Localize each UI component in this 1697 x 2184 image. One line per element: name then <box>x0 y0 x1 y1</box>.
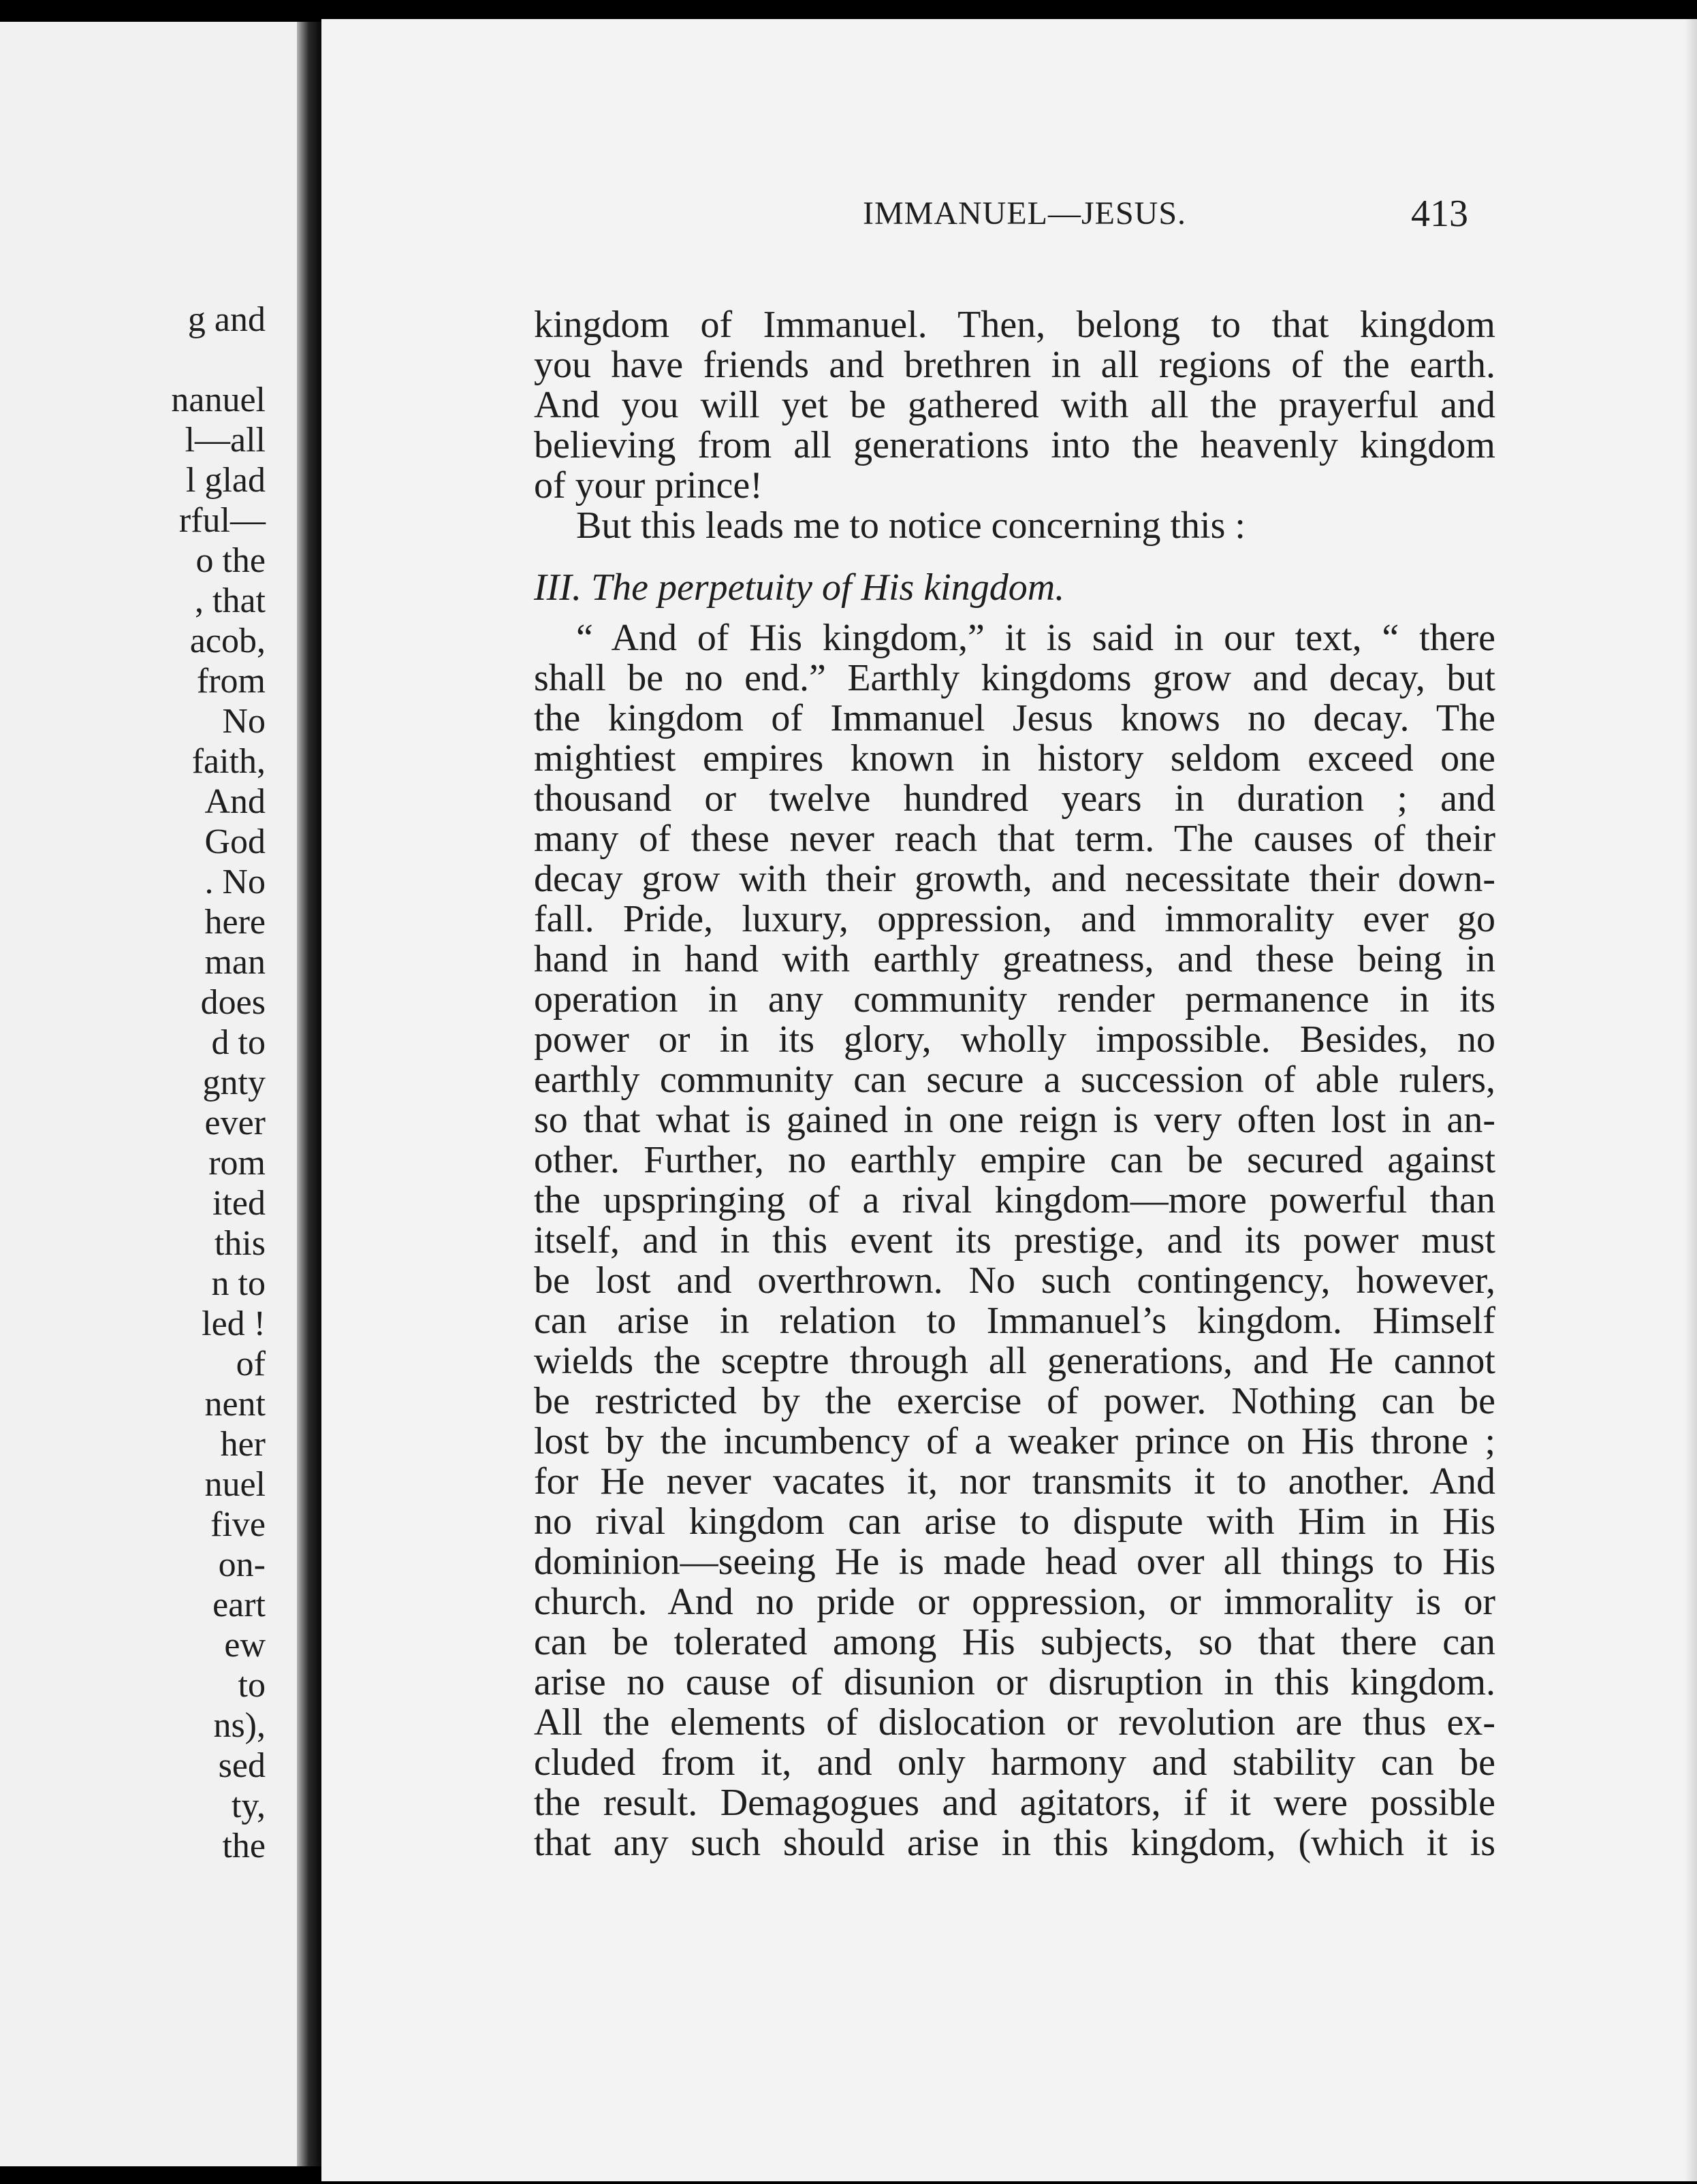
left-text-line: gnty <box>202 1063 266 1102</box>
left-text-line: to <box>238 1666 266 1705</box>
text-line: hand in hand with earthly greatness, and these being in <box>534 938 1495 980</box>
left-text-line: man <box>204 943 266 982</box>
text-line: dominion—seeing He is made head over all things to His <box>534 1541 1495 1583</box>
text-line: earthly community can secure a succession of able rulers, <box>534 1059 1495 1101</box>
left-text-line: the <box>222 1827 266 1865</box>
text-line: “ And of His kingdom,” it is said in our text, “ there <box>576 617 1495 659</box>
page-edge-shadow <box>1685 19 1697 2181</box>
left-text-line: ever <box>204 1104 266 1142</box>
left-text-line: sed <box>218 1746 266 1785</box>
text-line: power or in its glory, wholly impossible. Besides, no <box>534 1018 1495 1061</box>
left-text-line: , that <box>195 581 266 620</box>
left-text-line: nanuel <box>171 381 266 419</box>
left-text-line: of <box>236 1345 266 1383</box>
text-line: other. Further, no earthly empire can be secured against <box>534 1139 1495 1181</box>
left-text-line: ew <box>224 1626 266 1665</box>
text-line: lost by the incumbency of a weaker prince on His throne ; <box>534 1420 1495 1462</box>
text-line: for He never vacates it, nor transmits it to another. And <box>534 1460 1495 1503</box>
text-line: of your prince! <box>534 464 763 507</box>
left-text-line: g and <box>187 300 266 339</box>
text-line: no rival kingdom can arise to dispute with Him in His <box>534 1500 1495 1543</box>
left-text-line: God <box>204 822 266 861</box>
left-text-line: ited <box>212 1184 266 1223</box>
left-page <box>0 22 297 2166</box>
text-line: church. And no pride or oppression, or immorality is or <box>534 1581 1495 1623</box>
text-line: decay grow with their growth, and necessitate their down- <box>534 858 1495 900</box>
text-line: kingdom of Immanuel. Then, belong to that kingdom <box>534 304 1495 346</box>
left-text-line: acob, <box>189 622 266 660</box>
text-line: shall be no end.” Earthly kingdoms grow and decay, but <box>534 657 1495 699</box>
text-line: can arise in relation to Immanuel’s kingdom. Himself <box>534 1300 1495 1342</box>
text-line: All the elements of dislocation or revolution are thus ex- <box>534 1701 1495 1744</box>
left-text-line: No <box>222 702 266 741</box>
left-text-line: . No <box>204 863 266 901</box>
left-text-line: five <box>210 1505 266 1544</box>
left-text-line: ty, <box>231 1786 266 1825</box>
left-text-line: And <box>204 782 266 821</box>
left-text-line: her <box>220 1425 266 1464</box>
text-line: the kingdom of Immanuel Jesus knows no decay. The <box>534 697 1495 739</box>
right-page <box>321 19 1697 2181</box>
text-line: can be tolerated among His subjects, so that there can <box>534 1621 1495 1663</box>
text-line: wields the sceptre through all generations, and He cannot <box>534 1340 1495 1382</box>
text-line: be lost and overthrown. No such contingency, however, <box>534 1259 1495 1302</box>
left-text-line: from <box>196 662 266 701</box>
text-line: be restricted by the exercise of power. Nothing can be <box>534 1380 1495 1422</box>
left-text-line: on- <box>218 1545 266 1584</box>
text-line: the upspringing of a rival kingdom—more powerful than <box>534 1179 1495 1221</box>
text-line: itself, and in this event its prestige, and its power must <box>534 1219 1495 1262</box>
text-line: cluded from it, and only harmony and stability can be <box>534 1741 1495 1784</box>
text-line: many of these never reach that term. The causes of their <box>534 818 1495 860</box>
left-text-line: eart <box>212 1586 266 1624</box>
text-line: fall. Pride, luxury, oppression, and immorality ever go <box>534 898 1495 940</box>
left-text-line: ns), <box>213 1706 266 1745</box>
text-line: you have friends and brethren in all regions of the earth. <box>534 344 1495 386</box>
text-line: And you will yet be gathered with all the prayerful and <box>534 384 1495 426</box>
section-heading: III. The perpetuity of His kingdom. <box>534 566 1065 609</box>
left-text-line: o the <box>195 541 266 580</box>
left-text-line: rful— <box>178 501 266 540</box>
left-text-line: l—all <box>185 421 266 460</box>
left-text-line: nent <box>204 1385 266 1424</box>
left-text-line: does <box>200 983 266 1022</box>
text-line: that any such should arise in this kingdom, (which it is <box>534 1822 1495 1864</box>
text-line: operation in any community render permanence in its <box>534 978 1495 1021</box>
text-line: arise no cause of disunion or disruption in this kingdom. <box>534 1661 1495 1703</box>
paragraph-2: But this leads me to notice concerning this : <box>576 504 1246 547</box>
left-text-line: this <box>214 1224 266 1263</box>
left-text-line: nuel <box>204 1465 266 1504</box>
left-text-line: here <box>204 903 266 942</box>
running-head: IMMANUEL—JESUS. <box>863 195 1187 231</box>
text-line: so that what is gained in one reign is very often lost in an- <box>534 1099 1495 1141</box>
text-line: believing from all generations into the heavenly kingdom <box>534 424 1495 466</box>
left-text-line: faith, <box>191 742 266 781</box>
left-text-line: led ! <box>202 1304 266 1343</box>
left-text-line: n to <box>211 1264 266 1303</box>
left-text-line: l glad <box>186 461 266 500</box>
text-line: mightiest empires known in history seldom exceed one <box>534 737 1495 780</box>
left-text-line: d to <box>211 1023 266 1062</box>
page-number: 413 <box>1411 193 1468 235</box>
text-line: the result. Demagogues and agitators, if it were possible <box>534 1782 1495 1824</box>
left-text-line: rom <box>208 1144 266 1183</box>
text-line: thousand or twelve hundred years in duration ; and <box>534 777 1495 820</box>
